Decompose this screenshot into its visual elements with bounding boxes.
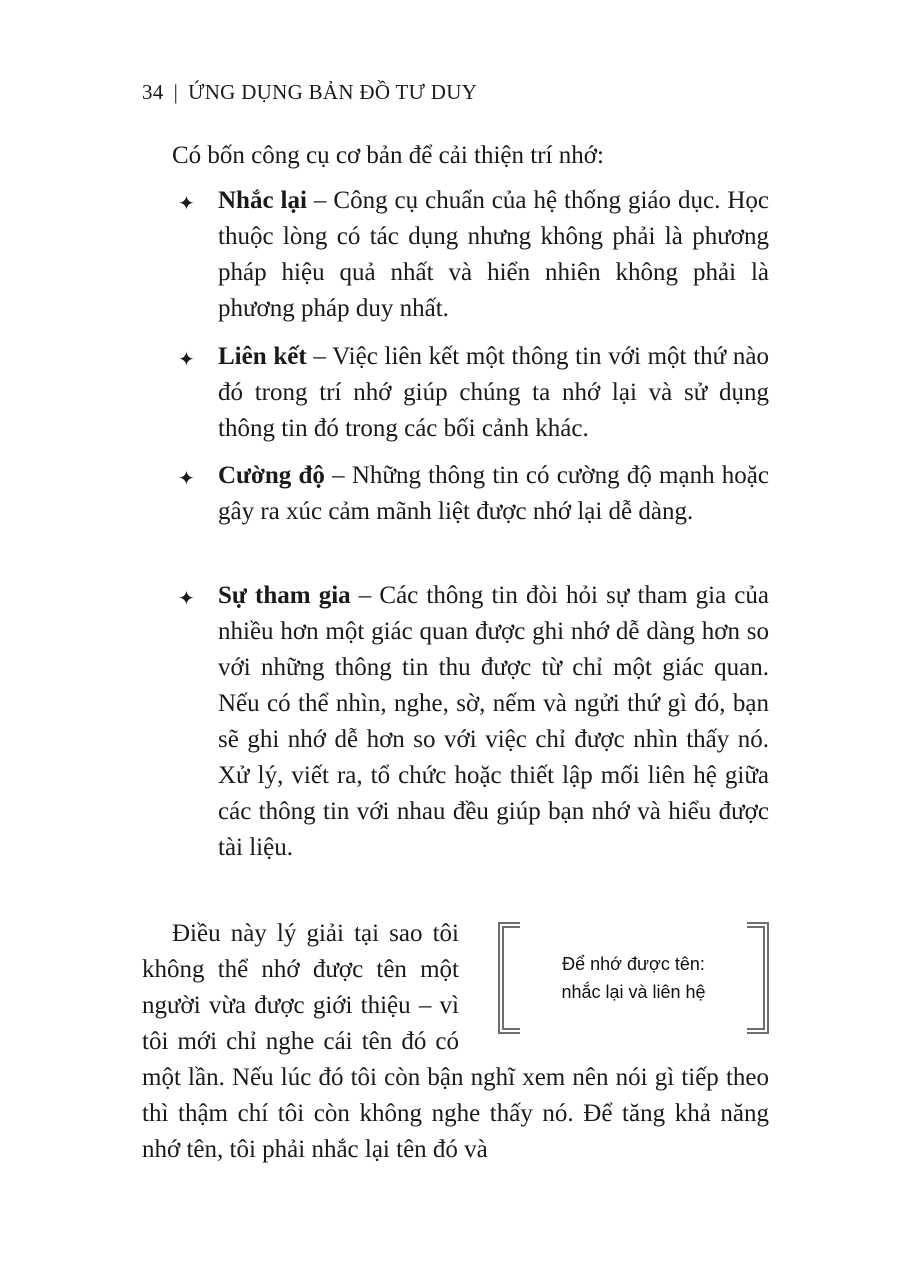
four-point-star-icon: ✦ [178,466,195,490]
bullet-term: Nhắc lại [218,187,307,214]
bullet-text [218,183,769,327]
running-header [142,80,477,105]
bullet-description: – Công cụ chuẩn của hệ thống giáo dục. Học thuộc lòng có tác dụng nhưng không phải là phương pháp hiệu quả nhất và hiển nhiên không phải là phương pháp duy nhất. [218,187,769,322]
bullet-term: Cường độ [218,462,325,489]
running-title: ỨNG DỤNG BẢN ĐỒ TƯ DUY [188,80,478,104]
header-separator: | [173,80,179,104]
bullet-description: – Các thông tin đòi hỏi sự tham gia của nhiều hơn một giác quan được ghi nhớ dễ dàng hơn so với những thông tin thu được từ chỉ một giác quan. Nếu có thể nhìn, nghe, sờ, nếm và ngửi thứ gì đó, bạn sẽ ghi nhớ dễ hơn so với việc chỉ được nhìn thấy nó. Xử lý, viết ra, tổ chức hoặc thiết lập mối liên hệ giữa các thông tin với nhau đều giúp bạn nhớ và hiểu được tài liệu. [218,582,769,861]
four-point-star-icon: ✦ [178,586,195,610]
bullet-text [218,458,769,530]
page-number: 34 [142,80,164,104]
bullet-term: Sự tham gia [218,582,351,609]
bullet-text [218,339,769,447]
intro-sentence: Có bốn công cụ cơ bản để cải thiện trí nhớ: [172,142,604,169]
four-point-star-icon: ✦ [178,347,195,371]
callout-box [498,922,769,1034]
right-bracket [747,922,769,1034]
bullet-description: – Việc liên kết một thông tin với một thứ nào đó trong trí nhớ giúp chúng ta nhớ lại và sử dụng thông tin đó trong các bối cảnh khác. [218,343,769,442]
bullet-description: – Những thông tin có cường độ mạnh hoặc gây ra xúc cảm mãnh liệt được nhớ lại dễ dàng. [218,462,769,525]
callout-line-2: nhắc lại và liên hệ [561,982,706,1002]
bullet-term: Liên kết [218,343,307,370]
four-point-star-icon: ✦ [178,191,195,215]
callout-line-1: Để nhớ được tên: [562,954,705,974]
paragraph-text: Điều này lý giải tại sao tôi không thể nhớ được tên một người vừa được giới thiệu – vì tôi mới chỉ nghe cái tên đó có một lần. Nếu lúc đó tôi còn bận nghĩ xem nên nói gì tiếp theo thì thậm chí tôi còn không nghe thấy nó. Để tăng khả năng nhớ tên, tôi phải nhắc lại tên đó và [142,920,769,1163]
bullet-text [218,578,769,866]
left-bracket [498,922,520,1034]
callout-text [528,950,739,1006]
